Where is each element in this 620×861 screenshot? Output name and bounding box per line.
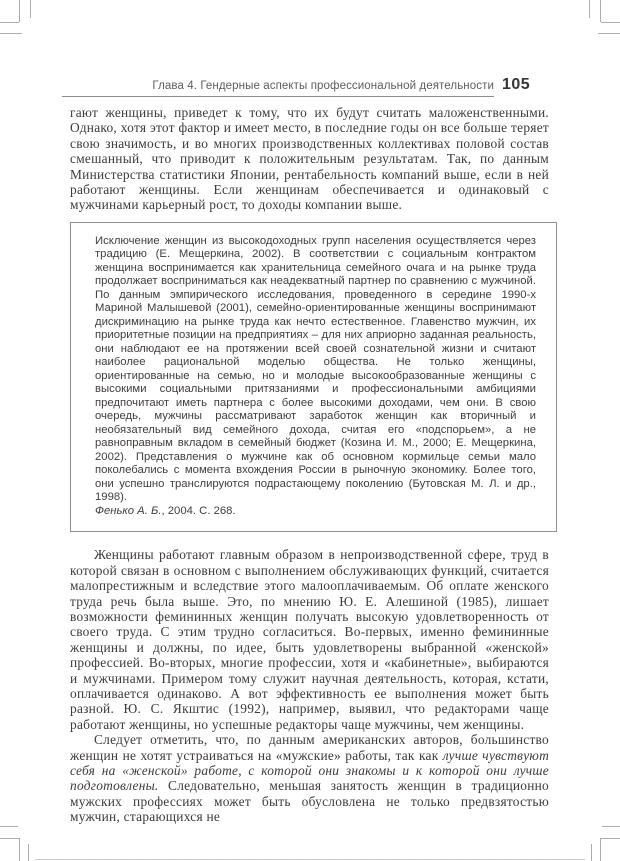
crop-mark-top-left	[0, 33, 22, 34]
text-segment: гают женщины, приведет к тому, что их будут считать маложенственными. Однако, хотя этот фактор и имеет место, в последние годы он все больше теряет свою значимость, и во многих производственных коллективах половой состав смешанный, что приводит к положительным результатам. Так, по данным Министерства статистики Японии, рентабельность компаний выше, если в ней работают женщины. Если женщинам обеспечивается и одинаковый с мужчинами карьерный рост, то доходы компании выше.	[70, 105, 549, 213]
text-column	[70, 105, 549, 825]
crop-mark-top-right	[598, 33, 620, 34]
citation-author: Фенько А. Б.	[95, 504, 162, 517]
body-paragraph	[70, 547, 549, 732]
header-rule	[62, 96, 494, 97]
text-segment: Следовательно, меньшая занятость женщин в традиционно мужских профессиях может быть обусловлена не только предвзятостью мужчин, старающихся не	[70, 778, 549, 825]
quote-box-text: Исключение женщин из высокодоходных групп населения осуществляется через традицию (Е. Мещеркина, 2002). В соответствии с социальным контрактом женщина воспринимается как хранительница семейного очага и на рынке труда продолжает восприниматься как неадекватный партнер по сравнению с мужчиной. По данным эмпирического исследования, проведенного в середине 1990-х Мариной Малышевой (2001), семейно-ориентированные женщины воспринимают дискриминацию на рынке труда как нечто естественное. Главенство мужчин, их приоритетные позиции на предприятиях – для них априорно заданная реальность, они наблюдают ее на протяжении всей своей сознательной жизни и считают наиболее рациональной моделью общества. Не только женщины, ориентированные на семью, но и молодые высокообразованные женщины с высокими социальными притязаниями и профессиональными амбициями предпочитают иметь партнера с более высокими доходами, чем они. В свою очередь, мужчины рассматривают заработок женщин как вторичный и необязательный вид семейного дохода, считая его «подспорьем», а не равноправным вкладом в семейный бюджет (Козина И. М., 2000; Е. Мещеркина, 2002). Представления о мужчине как об основном кормильце семьи мало поколебались с момента вхождения России в рыночную экономику. Более того, они успешно транслируются подрастающему поколению (Бутовская М. Л. и др., 1998).	[95, 234, 536, 504]
crop-mark-bottom-left	[0, 838, 19, 839]
citation-source: , 2004. С. 268.	[161, 504, 236, 517]
text-segment: Женщины работают главным образом в непроизводственной сфере, труд в которой связан в основном с выполнением обслуживающих функций, считается малопрестижным и вследствие этого малооплачиваемым. Об оплате женского труда речь была выше. Это, по мнению Ю. Е. Алешиной (1985), лишает возможности фемининных женщин получать высокую удовлетворенность от своего труда. С этим трудно согласиться. Во-первых, именно фемининные женщины и должны, по идее, быть удовлетворены выбранной «женской» профессией. Во-вторых, многие профессии, хотя и «кабинетные», выбираются и мужчинами. Примером тому служит научная деятельность, которая, кстати, оплачивается одинаково. А вот эффективность ее выполнения может быть разной. Ю. С. Якштис (1992), например, выявил, что редакторами чаще работают женщины, но успешные редакторы чаще мужчины, чем женщины.	[70, 547, 549, 732]
crop-mark-top-right	[600, 0, 601, 22]
crop-mark-bottom-right	[601, 838, 620, 839]
crop-mark-top-left	[30, 0, 31, 18]
crop-mark-bottom-left	[0, 826, 18, 827]
quote-box-citation	[95, 505, 536, 519]
crop-mark-bottom-right	[600, 838, 601, 861]
crop-mark-bottom-left	[19, 838, 20, 861]
body-paragraph	[70, 732, 549, 824]
crop-mark-bottom-right	[602, 826, 620, 827]
crop-mark-bottom-left	[28, 844, 29, 861]
quote-box	[70, 222, 557, 533]
running-header-title: Глава 4. Гендерные аспекты профессиональной деятельности	[152, 80, 494, 92]
crop-mark-top-left	[0, 22, 19, 23]
text-segment: Следует отметить, что, по данным американских авторов, большинство женщин не хотят устраиваться на «мужские» работы, так как	[70, 732, 549, 763]
crop-mark-top-right	[589, 0, 590, 18]
page-number: 105	[502, 76, 531, 93]
page-bottom-edge	[35, 859, 585, 860]
crop-mark-top-right	[601, 22, 620, 23]
crop-mark-bottom-right	[591, 844, 592, 861]
italic-text-segment: лучше чувствуют себя на «женской» работе, с которой они знакомы и к которой они лучше подготовлены.	[70, 747, 549, 794]
body-paragraph	[70, 105, 549, 213]
crop-mark-top-left	[19, 0, 20, 22]
